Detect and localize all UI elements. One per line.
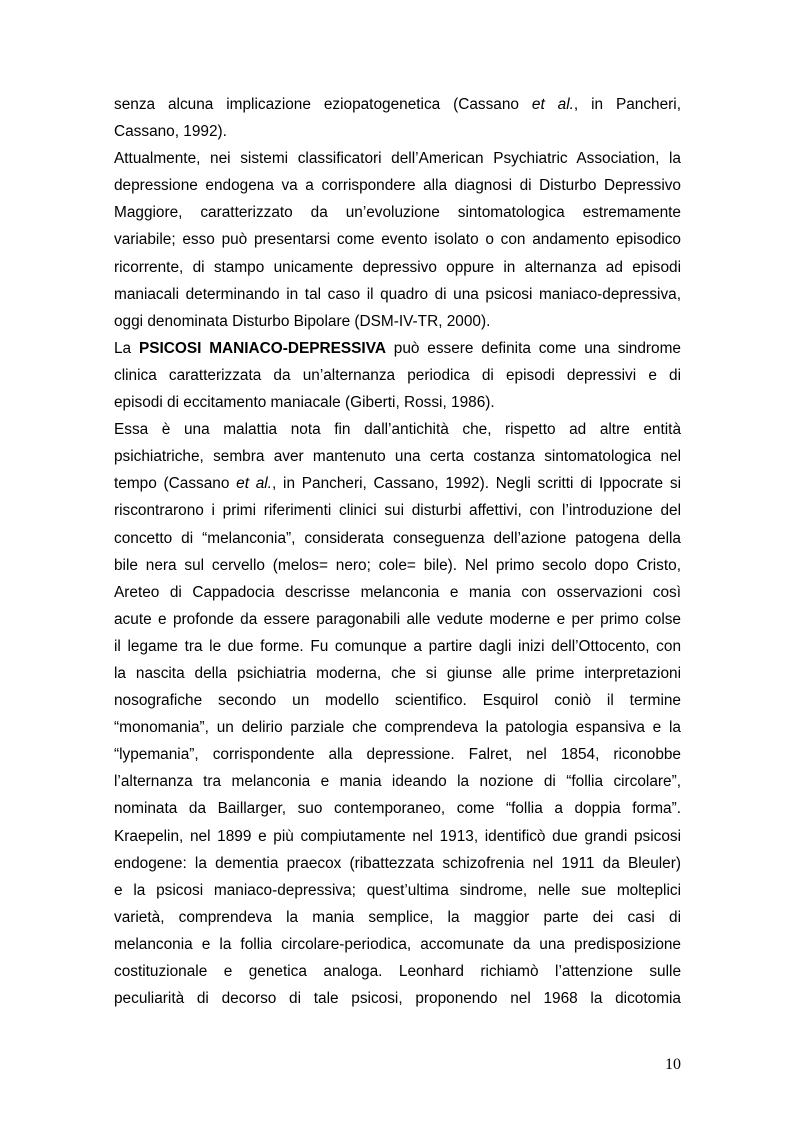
text-line: variabile; esso può presentarsi come evento isolato o con andamento episodico (114, 231, 681, 249)
text-line: maniacali determinando in tal caso il quadro di una psicosi maniaco-depressiva, (114, 285, 681, 303)
text-line: psichiatriche, sembra aver mantenuto una certa costanza sintomatologica nel (114, 448, 681, 466)
text-line: endogene: la dementia praecox (ribattezzata schizofrenia nel 1911 da Bleuler) (114, 854, 681, 872)
text-line: episodi di eccitamento maniacale (Giberti, Rossi, 1986). (114, 394, 495, 412)
text-line: depressione endogena va a corrispondere alla diagnosi di Disturbo Depressivo (114, 177, 681, 195)
text-line: Areteo di Cappadocia descrisse melanconia e mania con osservazioni così (114, 583, 681, 601)
text-line: il legame tra le due forme. Fu comunque a partire dagli inizi dell’Ottocento, con (114, 637, 681, 655)
text-line: oggi denominata Disturbo Bipolare (DSM-IV-TR, 2000). (114, 312, 491, 330)
text-line: acute e profonde da essere paragonabili alle vedute moderne e per primo colse (114, 610, 681, 628)
text-line: Attualmente, nei sistemi classificatori dell’American Psychiatric Association, la (114, 150, 681, 168)
text-line: la nascita della psichiatria moderna, che si giunse alle prime interpretazioni (114, 664, 681, 682)
text-line: concetto di “melanconia”, considerata conseguenza dell’azione patogena della (114, 529, 681, 547)
page-number: 10 (665, 1056, 681, 1073)
text-line: nosografiche secondo un modello scientifico. Esquirol coniò il termine (114, 692, 681, 710)
text-line: nominata da Baillarger, suo contemporaneo, come “follia a doppia forma”. (114, 800, 681, 818)
text-line: Essa è una malattia nota fin dall’antichità che, rispetto ad altre entità (114, 421, 681, 439)
text-line: l’alternanza tra melanconia e mania ideando la nozione di “follia circolare”, (114, 773, 681, 791)
text-line: Maggiore, caratterizzato da un’evoluzione sintomatologica estremamente (114, 204, 681, 222)
text-line: “lypemania”, corrispondente alla depressione. Falret, nel 1854, riconobbe (114, 746, 681, 764)
text-line: ricorrente, di stampo unicamente depressivo oppure in alternanza ad episodi (114, 258, 681, 276)
text-line: tempo (Cassano et al., in Pancheri, Cassano, 1992). Negli scritti di Ippocrate si (114, 475, 681, 493)
text-line: e la psicosi maniaco-depressiva; quest’ultima sindrome, nelle sue molteplici (114, 881, 681, 899)
text-line: clinica caratterizzata da un’alternanza periodica di episodi depressivi e di (114, 366, 681, 384)
text-line: La PSICOSI MANIACO-DEPRESSIVA può essere definita come una sindrome (114, 339, 681, 357)
text-line: melanconia e la follia circolare-periodica, accomunate da una predisposizione (114, 935, 681, 953)
text-line: Cassano, 1992). (114, 123, 227, 141)
text-line: “monomania”, un delirio parziale che comprendeva la patologia espansiva e la (114, 719, 681, 737)
text-line: riscontrarono i primi riferimenti clinici sui disturbi affettivi, con l’introduzione del (114, 502, 681, 520)
text-line: varietà, comprendeva la mania semplice, la maggior parte dei casi di (114, 908, 681, 926)
text-line: Kraepelin, nel 1899 e più compiutamente nel 1913, identificò due grandi psicosi (114, 827, 681, 845)
document-page (114, 91, 681, 1012)
text-line: peculiarità di decorso di tale psicosi, proponendo nel 1968 la dicotomia (114, 990, 681, 1008)
text-line: costituzionale e genetica analoga. Leonhard richiamò l’attenzione sulle (114, 963, 681, 980)
section-term: PSICOSI MANIACO-DEPRESSIVA (138, 339, 386, 357)
text-line: senza alcuna implicazione eziopatogenetica (Cassano et al., in Pancheri, (114, 96, 681, 113)
text-line: bile nera sul cervello (melos= nero; cole= bile). Nel primo secolo dopo Cristo, (114, 556, 681, 574)
